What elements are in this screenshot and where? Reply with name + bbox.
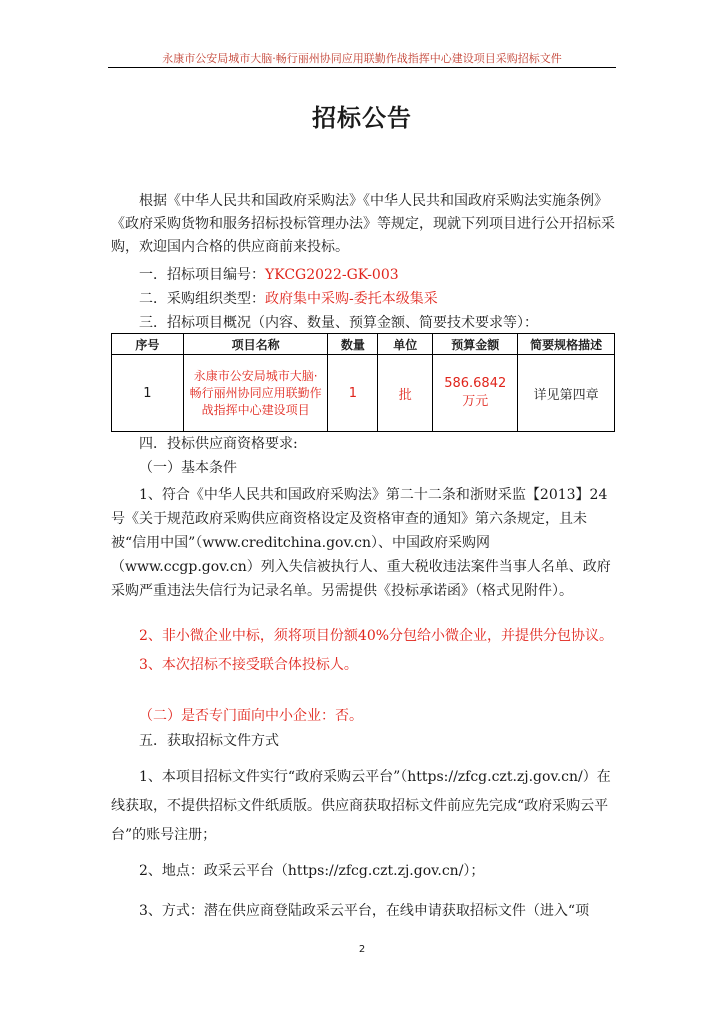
table-header-cell: 单位 — [378, 334, 433, 355]
project-number-line — [111, 264, 616, 287]
header-divider — [108, 67, 616, 68]
table-header-cell: 简要规格描述 — [518, 334, 615, 355]
table-header-cell: 序号 — [112, 334, 184, 355]
page-title: 招标公告 — [312, 104, 412, 132]
procurement-type-label: 二．采购组织类型： — [139, 291, 265, 307]
sme-statement: （二）是否专门面向中小企业：否。 — [139, 708, 363, 724]
table-cell-no: 1 — [112, 355, 184, 432]
obtain-step-2: 2、地点：政采云平台（https://zfcg.czt.zj.gov.cn/）； — [139, 863, 485, 879]
condition-2: 2、非小微企业中标，须将项目份额40%分包给小微企业，并提供分包协议。 — [139, 628, 614, 644]
table-header-cell: 项目名称 — [183, 334, 328, 355]
table-header-cell: 数量 — [328, 334, 378, 355]
table-cell-unit: 批 — [378, 355, 433, 432]
project-number-label: 一．招标项目编号： — [139, 267, 265, 283]
condition-1: 1、符合《中华人民共和国政府采购法》第二十二条和浙财采监【2013】24号《关于规范政府采购供应商资格设定及资格审查的通知》第六条规定，且未被“信用中国”（www.creditchina.gov.cn）、中国政府采购网（www.ccgp.gov.cn）列入失信被执行人、重大税收违法案件当事人名单、政府采购严重违法失信行为记录名单。另需提供《投标承诺函》（格式见附件）。 — [111, 487, 611, 599]
project-overview-heading: 三．招标项目概况（内容、数量、预算金额、简要技术要求等）： — [139, 315, 538, 331]
intro-paragraph: 根据《中华人民共和国政府采购法》《中华人民共和国政府采购法实施条例》《政府采购货物和服务招标投标管理办法》等规定，现就下列项目进行公开招标采购，欢迎国内合格的供应商前来投标。 — [111, 193, 615, 255]
procurement-type-value: 政府集中采购-委托本级集采 — [265, 291, 438, 307]
obtain-heading: 五．获取招标文件方式 — [139, 733, 279, 749]
project-table — [111, 333, 615, 432]
table-header-cell: 预算金额 — [433, 334, 518, 355]
table-cell-spec: 详见第四章 — [518, 355, 615, 432]
basic-conditions-heading: （一）基本条件 — [139, 460, 237, 476]
table-cell-quantity: 1 — [328, 355, 378, 432]
procurement-type-line — [111, 288, 616, 311]
table-cell-budget: 586.6842万元 — [433, 355, 518, 432]
obtain-step-3: 3、方式：潜在供应商登陆政采云平台，在线申请获取招标文件（进入“项 — [139, 903, 590, 919]
condition-3: 3、本次招标不接受联合体投标人。 — [139, 657, 358, 673]
qualification-heading: 四．投标供应商资格要求: — [139, 436, 298, 452]
page-number: 2 — [358, 944, 366, 955]
table-cell-project-name: 永康市公安局城市大脑·畅行丽州协同应用联勤作战指挥中心建设项目 — [183, 355, 328, 432]
obtain-step-1: 1、本项目招标文件实行“政府采购云平台”（https://zfcg.czt.zj.gov.cn/）在线获取，不提供招标文件纸质版。供应商获取招标文件前应先完成“政府采购云平台”的账号注册； — [111, 769, 611, 843]
table-row — [112, 355, 615, 432]
project-number-value: YKCG2022-GK-003 — [265, 267, 399, 283]
document-header: 永康市公安局城市大脑·畅行丽州协同应用联勤作战指挥中心建设项目采购招标文件 — [162, 52, 562, 65]
table-header-row — [112, 334, 615, 355]
